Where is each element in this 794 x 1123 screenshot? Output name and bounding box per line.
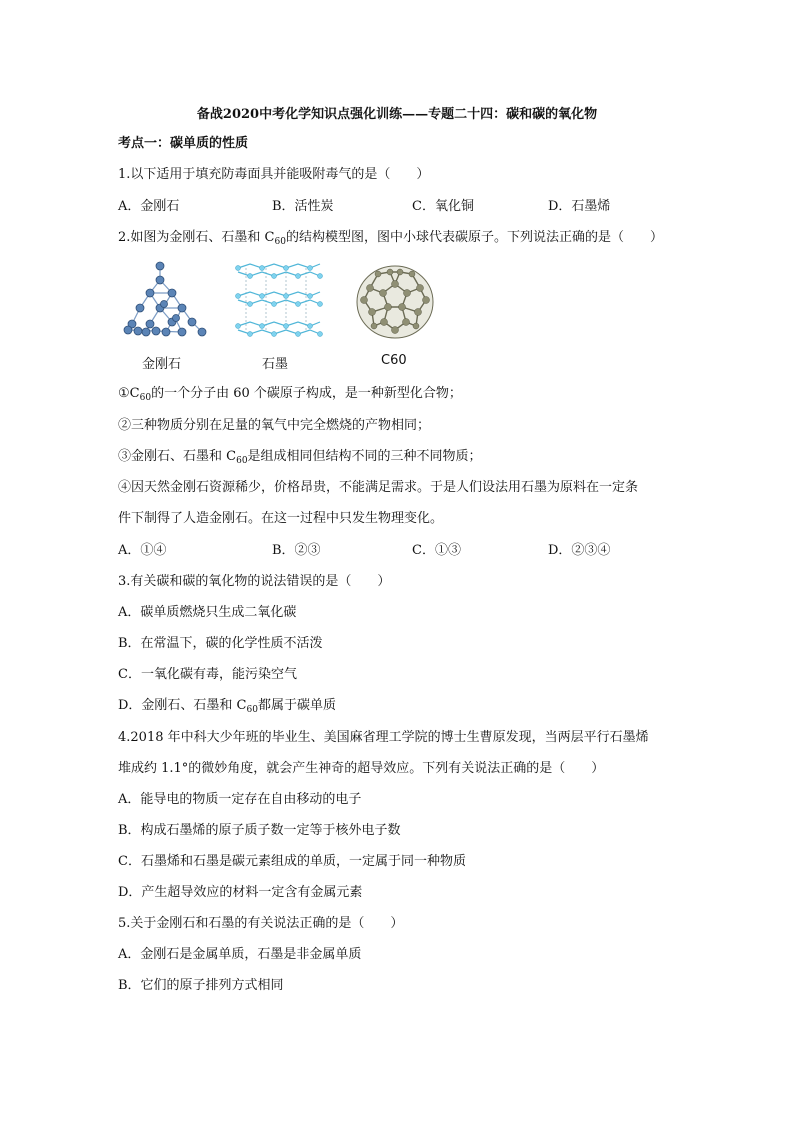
question-2-stem (118, 229, 663, 251)
label-graphite: 石墨 (262, 357, 289, 372)
q3-option-c: C．一氧化碳有毒，能污染空气 (118, 667, 297, 682)
q1-option-c: C．氧化铜 (412, 199, 474, 214)
q3-d-post: 都属于碳单质 (257, 698, 336, 713)
question-4-stem-line-2: 堆成约 1.1°的微妙角度，就会产生神奇的超导效应。下列有关说法正确的是（ ） (118, 761, 605, 776)
q2-option-c: C．①③ (412, 543, 461, 558)
diamond-structure-figure (120, 258, 215, 343)
q5-option-b: B．它们的原子排列方式相同 (118, 978, 284, 993)
q2-statement-3 (118, 448, 482, 470)
q1-option-b: B．活性炭 (272, 199, 334, 214)
q2-option-b: B．②③ (272, 543, 321, 558)
q3-option-d (118, 697, 336, 719)
q3-option-a: A．碳单质燃烧只生成二氧化碳 (118, 605, 297, 620)
q2-stem-post: 的结构模型图，图中小球代表碳原子。下列说法正确的是（ ） (285, 230, 663, 245)
q4-option-a: A．能导电的物质一定存在自由移动的电子 (118, 792, 362, 807)
q2-s3-pre: ③金刚石、石墨和 C (118, 449, 237, 464)
page-title: 备战2020中考化学知识点强化训练——专题二十四：碳和碳的氧化物 (196, 107, 598, 122)
q4-option-c: C．石墨烯和石墨是碳元素组成的单质，一定属于同一种物质 (118, 854, 466, 869)
graphite-structure-figure (232, 258, 324, 342)
q5-option-a: A．金刚石是金属单质，石墨是非金属单质 (118, 947, 362, 962)
q2-option-a: A．①④ (118, 543, 167, 558)
question-1-stem: 1.以下适用于填充防毒面具并能吸附毒气的是（ ） (118, 167, 430, 182)
q2-s1-post: 的一个分子由 60 个碳原子构成，是一种新型化合物； (151, 386, 462, 401)
diamond-atoms (124, 262, 206, 336)
c60-structure-figure (350, 260, 440, 344)
q2-s1-sub: 60 (139, 393, 152, 403)
graphite-atoms (236, 266, 323, 337)
q2-statement-4-line-1: ④因天然金刚石资源稀少，价格昂贵，不能满足需求。于是人们设法用石墨为原料在一定条 (118, 480, 639, 495)
q2-s1-pre: ①C (118, 386, 140, 401)
question-4-stem-line-1: 4.2018 年中科大少年班的毕业生、美国麻省理工学院的博士生曹原发现，当两层平行石墨烯 (118, 730, 649, 745)
q2-stem-pre: 2.如图为金刚石、石墨和 C (118, 230, 275, 245)
q1-option-a: A．金刚石 (118, 199, 180, 214)
q1-option-d: D．石墨烯 (548, 199, 611, 214)
section-heading: 考点一：碳单质的性质 (118, 136, 249, 151)
question-3-stem: 3.有关碳和碳的氧化物的说法错误的是（ ） (118, 574, 391, 589)
label-diamond: 金刚石 (142, 357, 182, 372)
q3-option-b: B．在常温下，碳的化学性质不活泼 (118, 636, 323, 651)
q3-d-sub: 60 (246, 705, 258, 715)
q4-option-b: B．构成石墨烯的原子质子数一定等于核外电子数 (118, 823, 401, 838)
q4-option-d: D．产生超导效应的材料一定含有金属元素 (118, 885, 363, 900)
q2-option-d: D．②③④ (548, 543, 611, 558)
q2-s3-sub: 60 (236, 456, 248, 466)
question-5-stem: 5.关于金刚石和石墨的有关说法正确的是（ ） (118, 916, 404, 931)
q2-s3-post: 是组成相同但结构不同的三种不同物质； (247, 449, 482, 464)
q3-d-pre: D．金刚石、石墨和 C (118, 698, 247, 713)
q2-statement-1 (118, 385, 462, 407)
q2-stem-sub: 60 (274, 237, 286, 247)
label-c60: C60 (381, 353, 407, 368)
q2-statement-4-line-2: 件下制得了人造金刚石。在这一过程中只发生物理变化。 (118, 511, 444, 526)
q2-statement-2: ②三种物质分别在足量的氧气中完全燃烧的产物相同； (118, 418, 431, 433)
